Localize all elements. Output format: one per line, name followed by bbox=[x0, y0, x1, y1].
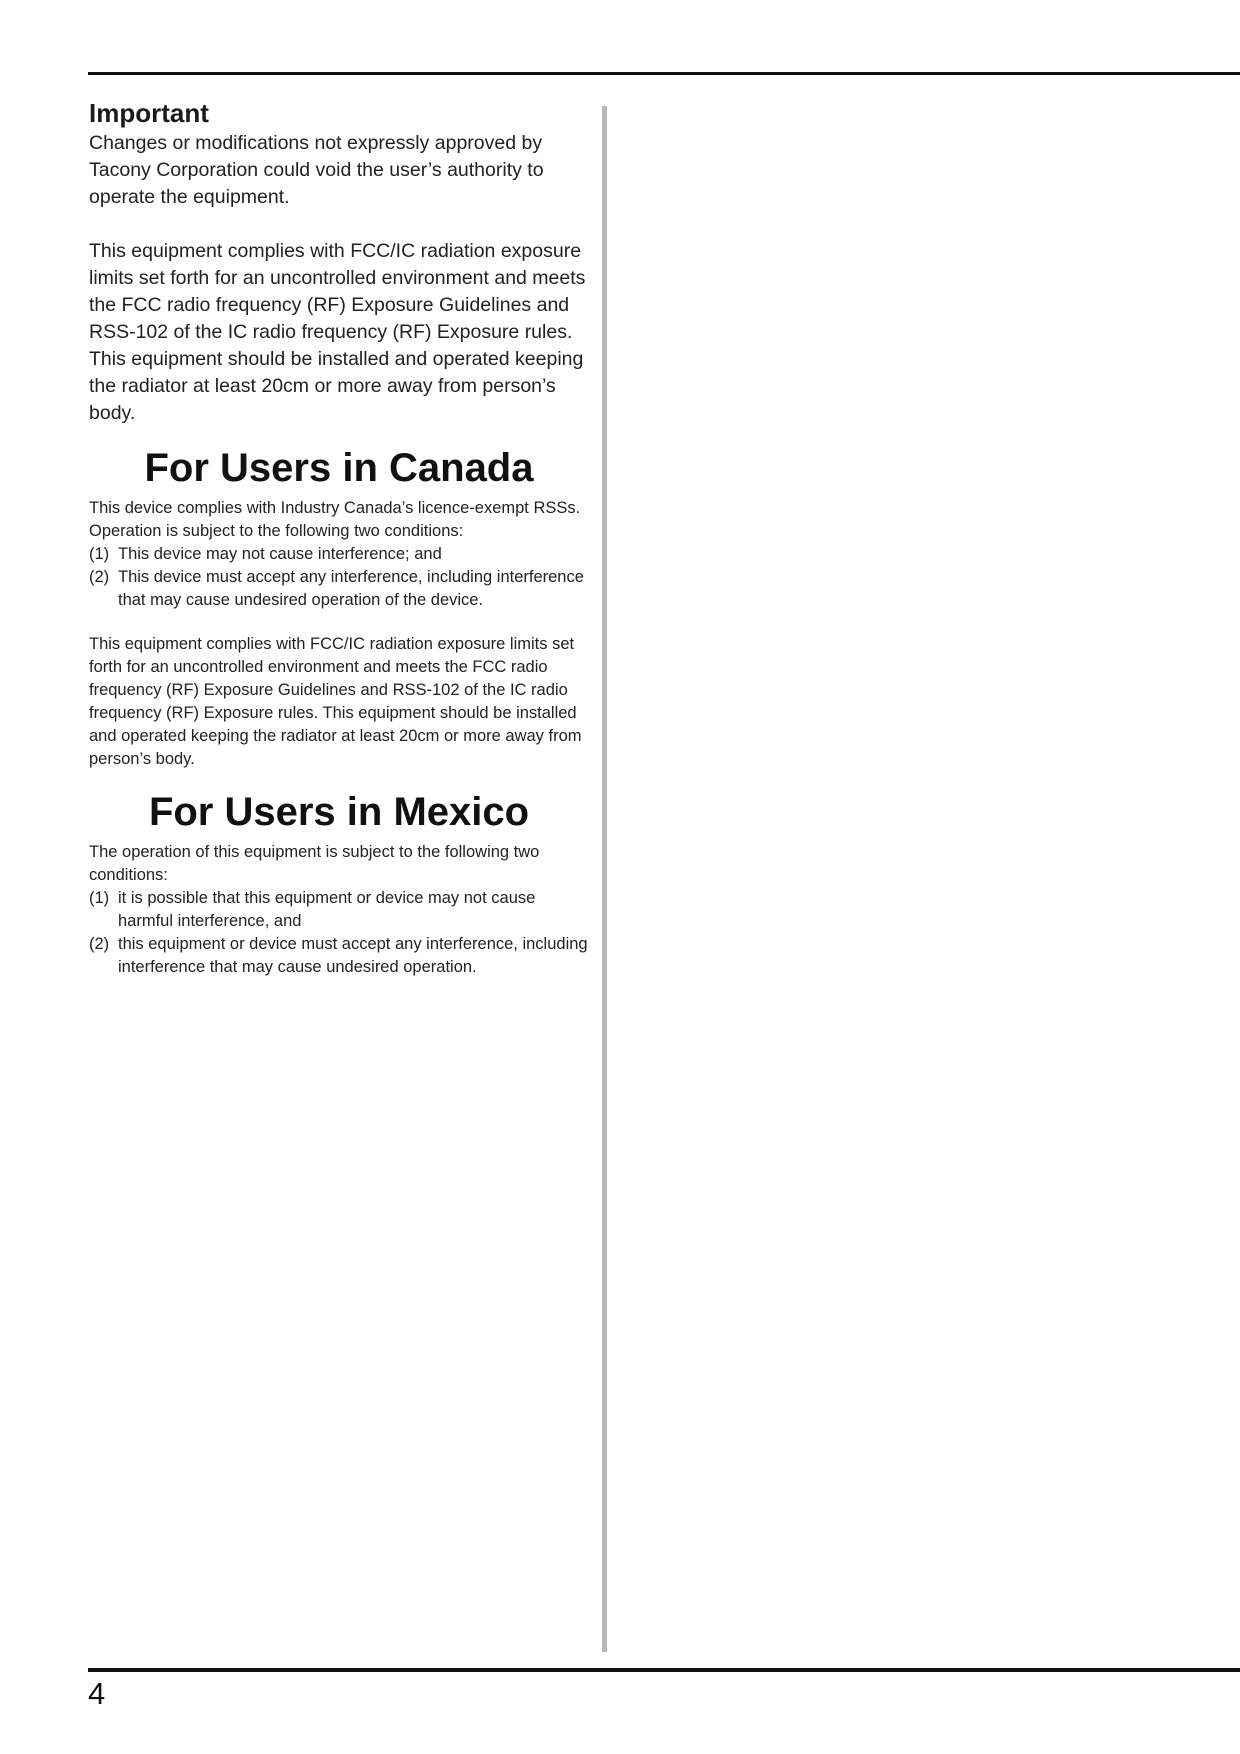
canada-heading: For Users in Canada bbox=[144, 446, 534, 490]
list-marker: (1) bbox=[89, 545, 110, 563]
list-text: this equipment or device must accept any interference, including interference that may cause undesired operation. bbox=[118, 935, 588, 976]
header-rule bbox=[88, 72, 1240, 75]
list-marker: (2) bbox=[89, 568, 110, 586]
list-item bbox=[89, 933, 589, 979]
mexico-section bbox=[89, 789, 589, 979]
canada-intro: This device complies with Industry Canada’s licence-exempt RSSs. Operation is subject to the following two conditions: bbox=[89, 499, 581, 540]
list-item bbox=[89, 887, 589, 933]
mexico-heading: For Users in Mexico bbox=[148, 790, 530, 834]
important-paragraph-1: Changes or modifications not expressly approved by Tacony Corporation could void the user’s authority to operate the equipment. bbox=[89, 132, 544, 208]
canada-paragraph: This equipment complies with FCC/IC radiation exposure limits set forth for an uncontrolled environment and meets the FCC radio frequency (RF) Exposure Guidelines and RSS-102 of the IC radio frequency (RF) Exposure rules. This equipment should be installed and operated keeping the radiator at least 20cm or more away from person’s body. bbox=[89, 635, 582, 768]
list-item bbox=[89, 566, 589, 612]
canada-section bbox=[89, 445, 589, 771]
list-text: This device must accept any interference, including interference that may cause undesired operation of the device. bbox=[118, 568, 584, 609]
important-heading: Important bbox=[89, 98, 209, 128]
left-column bbox=[89, 96, 589, 979]
mexico-intro: The operation of this equipment is subject to the following two conditions: bbox=[89, 843, 540, 884]
footer-rule bbox=[88, 1668, 1240, 1672]
page-number: 4 bbox=[88, 1676, 106, 1711]
canada-conditions-list bbox=[89, 543, 589, 612]
list-item bbox=[89, 543, 589, 566]
list-marker: (1) bbox=[89, 889, 110, 907]
list-marker: (2) bbox=[89, 935, 110, 953]
important-paragraph-2: This equipment complies with FCC/IC radiation exposure limits set forth for an uncontrolled environment and meets the FCC radio frequency (RF) Exposure Guidelines and RSS-102 of the IC radio frequency (RF) Exposure rules. This equipment should be installed and operated keeping the radiator at least 20cm or more away from person’s body. bbox=[89, 240, 586, 424]
important-section bbox=[89, 96, 589, 427]
list-text: This device may not cause interference; and bbox=[118, 545, 442, 563]
column-divider bbox=[602, 106, 607, 1652]
list-text: it is possible that this equipment or device may not cause harmful interference, and bbox=[118, 889, 536, 930]
mexico-conditions-list bbox=[89, 887, 589, 979]
